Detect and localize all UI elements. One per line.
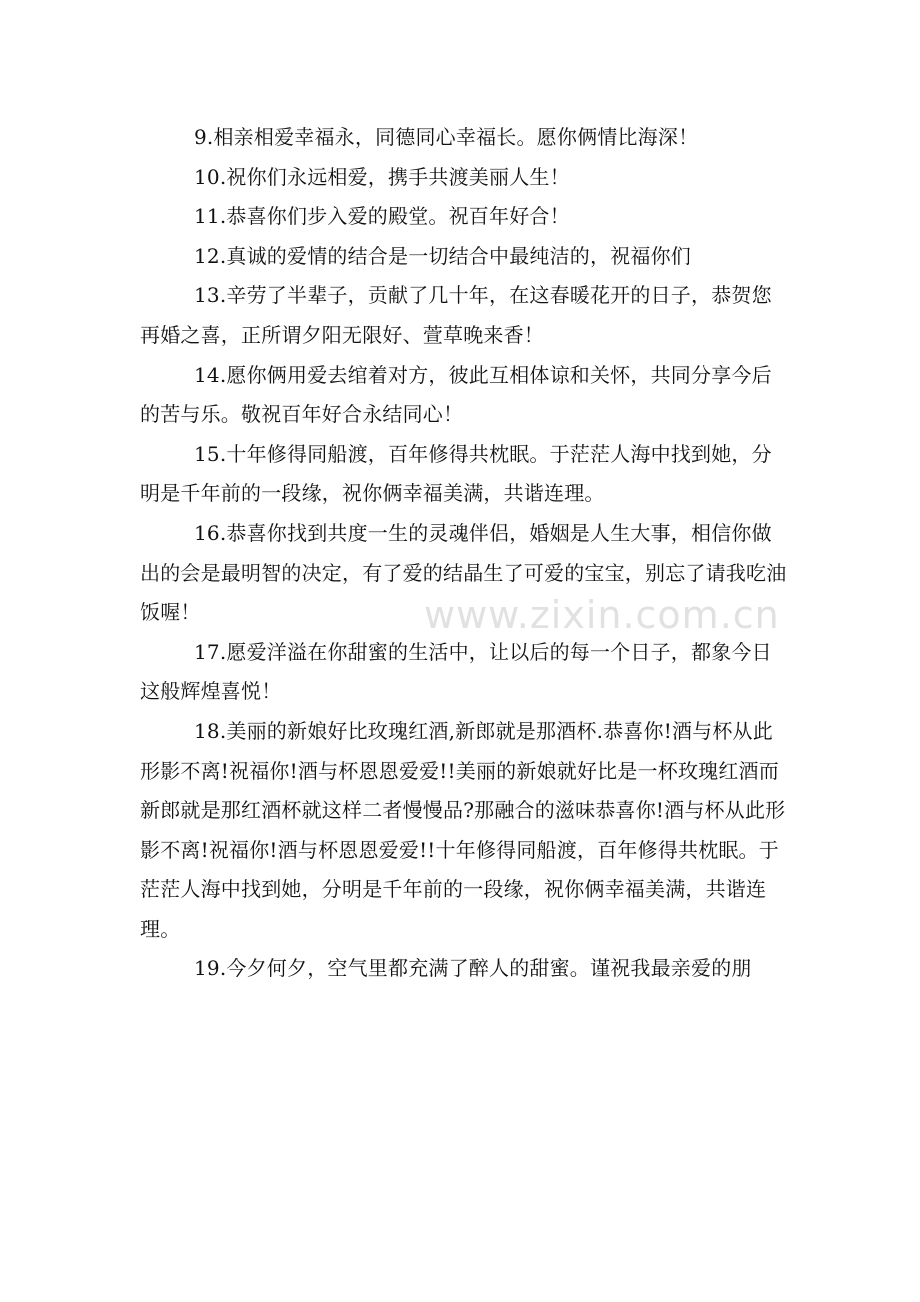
paragraph-9: 9.相亲相爱幸福永，同德同心幸福长。愿你俩情比海深！ [194,125,699,149]
paragraph-10: 10.祝你们永远相爱，携手共渡美丽人生！ [194,164,570,189]
paragraph-14: 14.愿你俩用爱去绾着对方，彼此互相体谅和关怀，共同分享今后的苦与乐。敬祝百年好合永结同心！ [140,362,772,427]
watermark: www.zixin.com.cn [424,593,780,637]
paragraph-11: 11.恭喜你们步入爱的殿堂。祝百年好合！ [194,204,570,229]
paragraph-19: 19.今夕何夕，空气里都充满了醉人的甜蜜。谨祝我最亲爱的朋 [194,956,752,981]
paragraph-16: 16.恭喜你找到共度一生的灵魂伴侣，婚姻是人生大事，相信你做出的会是最明智的决定，有了爱的结晶生了可爱的宝宝，别忘了请我吃油饭喔！ [140,520,787,625]
paragraph-15: 15.十年修得同船渡，百年修得共枕眠。于茫茫人海中找到她，分明是千年前的一段缘，祝你俩幸福美满，共谐连理。 [140,441,772,506]
document-body [140,118,788,989]
paragraph-12: 12.真诚的爱情的结合是一切结合中最纯洁的，祝福你们 [194,243,692,268]
paragraph-17: 17.愿爱洋溢在你甜蜜的生活中，让以后的每一个日子，都象今日这般辉煌喜悦！ [140,639,772,704]
paragraph-13: 13.辛劳了半辈子，贡献了几十年，在这春暖花开的日子，恭贺您再婚之喜，正所谓夕阳无限好、萱草晚来香！ [140,283,772,347]
paragraph-18: 18.美丽的新娘好比玫瑰红酒,新郎就是那酒杯.恭喜你!酒与杯从此形影不离!祝福你!酒与杯恩恩爱爱!!美丽的新娘就好比是一杯玫瑰红酒而新郎就是那红酒杯就这样二者慢慢品?那融合的滋味恭喜你!酒与杯从此形影不离!祝福你!酒与杯恩恩爱爱!!十年修得同船渡，百年修得共枕眠。于茫茫人海中找到她，分明是千年前的一段缘，祝你俩幸福美满，共谐连理。 [140,718,786,941]
